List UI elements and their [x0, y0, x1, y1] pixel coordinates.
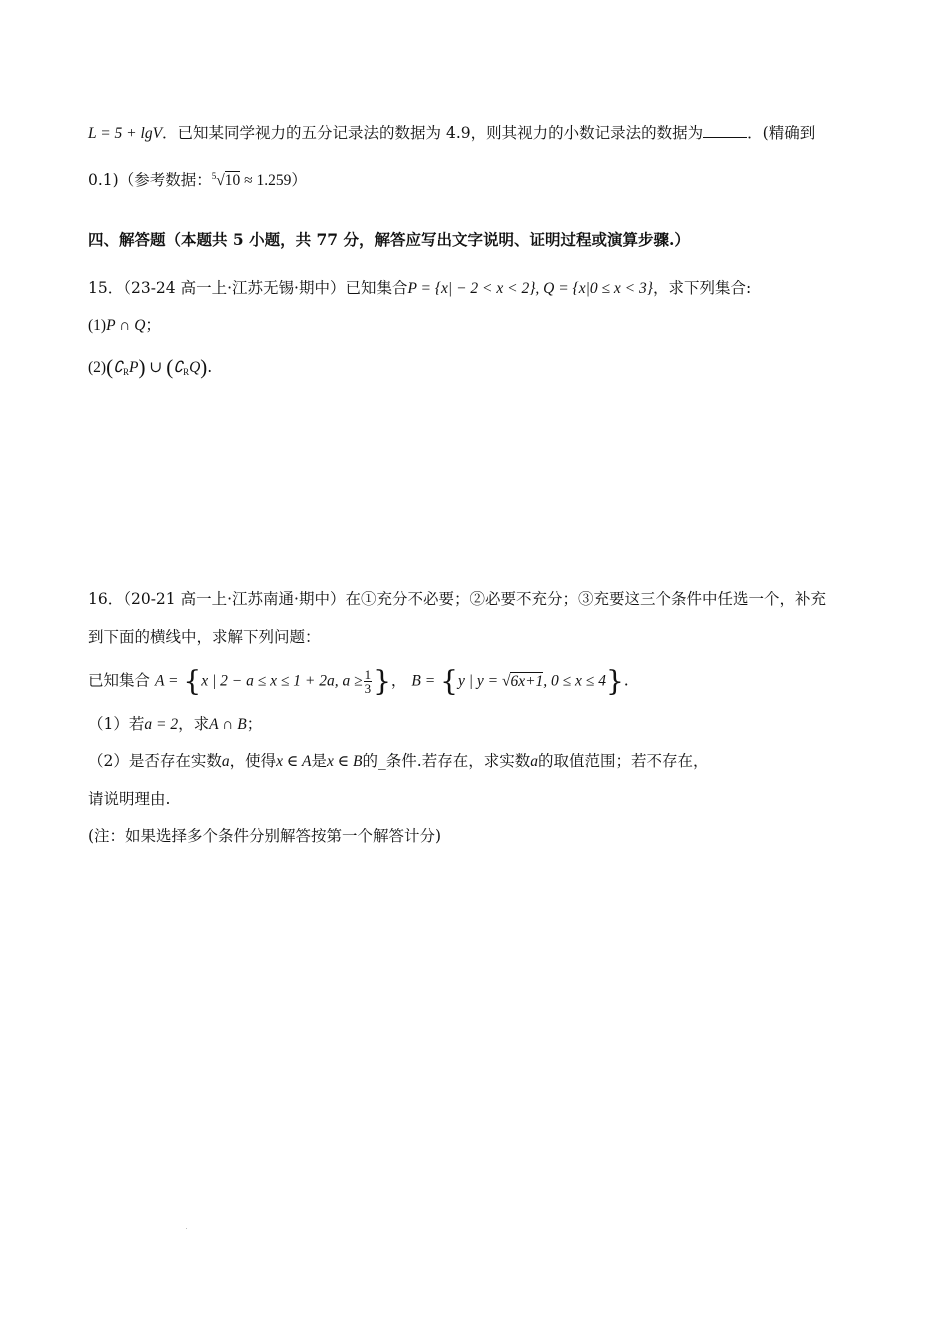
q16-part-2-d: 的_条件.若存在，求实数: [362, 752, 531, 770]
q15-part-1-end: ；: [145, 316, 161, 334]
q15-part-1: [88, 314, 161, 337]
q15-part-2-end: .: [207, 358, 213, 376]
q16-part-2: [88, 750, 708, 773]
q16-part-1-end: ；: [246, 715, 263, 733]
right-brace-icon: }: [373, 664, 391, 698]
q16-part-1-cond: a = 2: [144, 716, 179, 733]
set-b-radicand: 6x+1: [510, 672, 544, 690]
set-b-lhs: B =: [411, 672, 436, 690]
q16-part-2-x2: x ∈ B: [326, 753, 363, 770]
q16-sep: ，: [390, 671, 407, 690]
set-b-body: y | y =: [457, 672, 499, 690]
q15-part-2-expr: $(∁_RP)$ ∪ $(∁_RQ)$: [106, 355, 208, 379]
fraction-one-third: $\frac{1}{3}$: [364, 667, 372, 696]
q16-part-2-var: a: [221, 753, 230, 770]
radicand: 10: [224, 172, 241, 190]
top-line-2: [88, 165, 307, 192]
q16-line-2: 到下面的横线中，求解下列问题：: [88, 628, 321, 646]
q15-tail: ，求下列集合:: [652, 279, 752, 297]
q16-part-1-rest: ，求: [178, 715, 210, 733]
left-brace-icon: {: [183, 664, 202, 698]
set-b-rest: , 0 ≤ x ≤ 4: [543, 672, 606, 690]
top-line-1-tail: ．(精确到: [747, 124, 816, 142]
q15-part-1-expr: P ∩ Q: [106, 317, 146, 334]
q16-note: (注：如果选择多个条件分别解答按第一个解答计分): [88, 827, 442, 845]
set-a-lhs: A =: [154, 672, 179, 690]
formula-l: L = 5 + lgV: [88, 125, 163, 142]
q16-part-1: [88, 713, 262, 736]
q16-part-2-a: （2）是否存在实数: [88, 752, 222, 770]
right-brace-icon-b: }: [605, 664, 624, 698]
fifth-root-sign: $^5$√: [211, 171, 225, 190]
top-line-1: [88, 122, 815, 145]
q15-part-2: [88, 356, 212, 383]
q16-part-2-line-2: 请说明理由.: [88, 790, 171, 808]
q16-part-2-x1: x ∈ A: [276, 753, 312, 770]
left-brace-icon-b: {: [440, 664, 458, 698]
q15-sets: P = {x| − 2 < x < 2}, Q = {x|0 ≤ x < 3}: [407, 280, 653, 297]
q16-part-2-c: 是: [311, 752, 327, 770]
set-a-body: x | 2 − a ≤ x ≤ 1 + 2a, a ≥: [201, 672, 363, 690]
q15-part-2-label: (2): [88, 359, 107, 376]
answer-blank: [703, 123, 747, 138]
sqrt-icon: √: [498, 672, 511, 690]
page-speck: [186, 1228, 187, 1229]
top-line-2-head: 0.1)（参考数据：: [88, 171, 212, 190]
top-line-1-text: ．已知某同学视力的五分记录法的数据为 4.9，则其视力的小数记录法的数据为: [162, 124, 704, 142]
q16-sets: 已知集合 A = {x | 2 − a ≤ x ≤ 1 + 2a, a ≥ $\frac{1}{3}$ }， B = {y | y = √6x+1, 0 ≤ x ≤ 4}.: [88, 664, 629, 698]
q16-set-intro: 已知集合: [88, 671, 151, 690]
q16-part-2-var-2: a: [530, 753, 538, 770]
q15-part-1-label: (1): [88, 317, 107, 334]
q15-stem: [88, 277, 751, 300]
q16-part-2-e: 的取值范围；若不存在，: [537, 752, 709, 770]
section-title: 四、解答题（本题共 5 小题，共 77 分，解答应写出文字说明、证明过程或演算步骤.）: [88, 230, 690, 249]
q16-part-1-expr: A ∩ B: [209, 716, 247, 733]
q15-intro: 15．（23-24 高一上·江苏无锡·期中）已知集合: [88, 279, 408, 297]
top-line-2-tail: ≈ 1.259）: [240, 172, 307, 190]
q16-part-1-a: （1）若: [88, 715, 145, 733]
q16-line-1: 16．（20-21 高一上·江苏南通·期中）在①充分不必要；②必要不充分；③充要这三个条件中任选一个，补充: [88, 590, 826, 608]
q16-part-2-b: ，使得: [229, 752, 277, 770]
